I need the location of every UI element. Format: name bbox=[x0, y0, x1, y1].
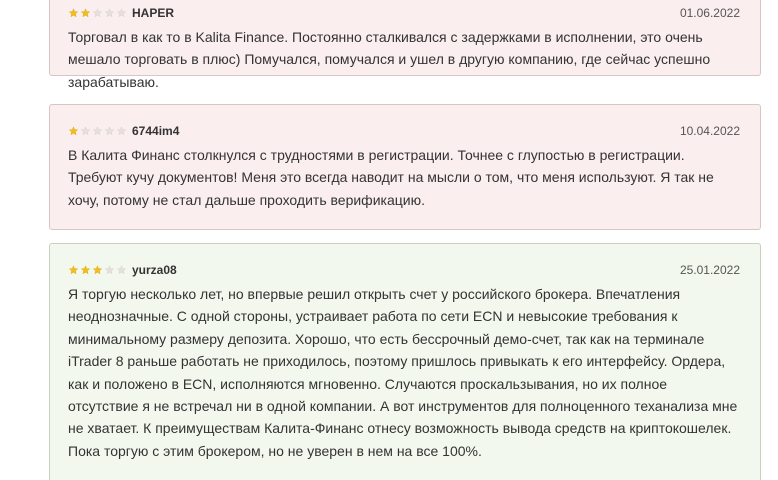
star-empty-icon bbox=[92, 126, 103, 136]
star-empty-icon bbox=[116, 8, 127, 18]
review-date: 10.04.2022 bbox=[679, 124, 740, 138]
star-filled-icon bbox=[68, 8, 79, 18]
star-empty-icon bbox=[92, 8, 103, 18]
review-header bbox=[50, 260, 760, 280]
star-filled-icon bbox=[80, 265, 91, 275]
review-date: 01.06.2022 bbox=[679, 6, 740, 20]
star-filled-icon bbox=[68, 126, 79, 136]
star-empty-icon bbox=[104, 8, 115, 18]
review-card bbox=[49, 243, 761, 480]
review-card bbox=[49, 0, 761, 90]
review-card bbox=[49, 104, 761, 230]
star-empty-icon bbox=[116, 126, 127, 136]
rating-stars bbox=[68, 265, 127, 275]
star-empty-icon bbox=[104, 126, 115, 136]
review-text: В Калита Финанс столкнулся с трудностями в регистрации. Точнее с глупостью в регистрации. Требуют кучу документов! Меня это всегда наводит на мысли о том, что меня используют. Я так не хочу, потому не стал дальше проходить верификацию. bbox=[68, 147, 714, 208]
star-empty-icon bbox=[104, 265, 115, 275]
review-header bbox=[50, 121, 760, 141]
review-author: HAPER bbox=[132, 6, 175, 20]
review-author: yurza08 bbox=[132, 263, 177, 277]
star-empty-icon bbox=[116, 265, 127, 275]
star-filled-icon bbox=[80, 8, 91, 18]
rating-stars bbox=[68, 8, 127, 18]
review-date: 25.01.2022 bbox=[679, 263, 740, 277]
rating-stars bbox=[68, 126, 127, 136]
star-empty-icon bbox=[80, 126, 91, 136]
star-filled-icon bbox=[68, 265, 79, 275]
review-author: 6744im4 bbox=[132, 124, 180, 138]
review-header bbox=[50, 3, 760, 23]
star-filled-icon bbox=[92, 265, 103, 275]
review-text: Торговал в как то в Kalita Finance. Постоянно сталкивался с задержками в исполнении, это очень мешало торговать в плюс) Помучался, помучался и ушел в другую компанию, где сейчас успешно зарабатываю. bbox=[68, 29, 711, 90]
review-text: Я торгую несколько лет, но впервые решил открыть счет у российского брокера. Впечатления неоднозначные. С одной стороны, устраивает работа по сети ECN и невысокие требования к минимальному размеру депозита. Хорошо, что есть бессрочный демо-счет, так как на терминале iTrader 8 раньше работать не приходилось, поэтому пришлось привыкать к его интерфейсу. Ордера, как и положено в ECN, исполняются мгновенно. Случаются проскальзывания, но их полное отсутствие я не встречал ни в одной компании. А вот инструментов для полноценного теханализа мне не хватает. К преимуществам Калита-Финанс отнесу возможность вывода средств на криптокошелек. Пока торгую с этим брокером, но не уверен в нем на все 100%. bbox=[68, 286, 738, 459]
